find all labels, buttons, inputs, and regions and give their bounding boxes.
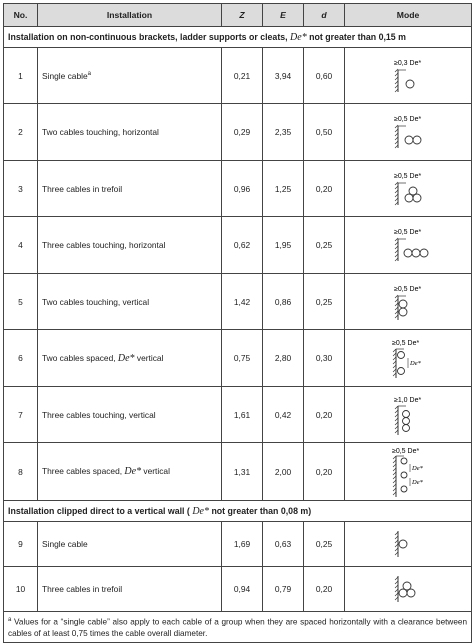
row-installation: Three cables in trefoil [38, 567, 222, 612]
two-cables-spaced-vertical-diagram [376, 336, 440, 380]
row-d: 0,50 [304, 104, 345, 161]
header-e: E [263, 4, 304, 27]
section1-suffix: not greater than 0,15 m [309, 31, 406, 42]
row-e: 2,00 [263, 443, 304, 501]
row-e: 0,42 [263, 387, 304, 443]
section1-prefix: Installation on non-continuous brackets, ladder supports or cleats, [8, 31, 288, 42]
three-cables-vertical-diagram [378, 393, 438, 437]
section2-suffix: not greater than 0,08 m) [211, 505, 312, 516]
row-installation: Three cables in trefoil [38, 161, 222, 217]
row-installation: Three cables touching, vertical [38, 387, 222, 443]
mode-diagram [345, 161, 472, 217]
wall-single-cable-diagram [378, 527, 438, 561]
footnote-text: Values for a “single cable” also apply to each cable of a group when they are spaced horizontally with a clearance between cables of at least 0,75 times the cable overall diameter. [8, 617, 467, 638]
mode-diagram [345, 48, 472, 104]
row-no: 9 [4, 522, 38, 567]
row-d: 0,20 [304, 567, 345, 612]
three-cables-horizontal-diagram [378, 225, 438, 265]
footnote-row [4, 612, 472, 643]
mode-diagram [345, 104, 472, 161]
mode-diagram [345, 274, 472, 330]
header-row [4, 4, 472, 27]
table-row [4, 387, 472, 443]
header-installation: Installation [38, 4, 222, 27]
row-installation: Two cables spaced, De* vertical [38, 330, 222, 387]
mode-diagram [345, 567, 472, 612]
row-d: 0,60 [304, 48, 345, 104]
row-z: 0,62 [222, 217, 263, 274]
row-e: 1,95 [263, 217, 304, 274]
mode-diagram [345, 387, 472, 443]
section-heading-brackets [4, 27, 472, 48]
row-no: 2 [4, 104, 38, 161]
row-d: 0,25 [304, 522, 345, 567]
row-e: 0,79 [263, 567, 304, 612]
table-row [4, 443, 472, 501]
row-d: 0,30 [304, 330, 345, 387]
row-no: 8 [4, 443, 38, 501]
table-row [4, 161, 472, 217]
table-row [4, 522, 472, 567]
row-no: 3 [4, 161, 38, 217]
mode-diagram [345, 330, 472, 387]
svg-text:≥0,5 De*: ≥0,5 De* [394, 285, 422, 293]
section2-prefix: Installation clipped direct to a vertical wall ( [8, 505, 190, 516]
svg-text:≥0,5 De*: ≥0,5 De* [392, 340, 420, 347]
row-z: 1,69 [222, 522, 263, 567]
single-cable-diagram [378, 56, 438, 96]
row-installation: Three cables spaced, De* vertical [38, 443, 222, 501]
spacing-symbol: De* [117, 352, 135, 364]
header-d: d [304, 4, 345, 27]
row-z: 0,96 [222, 161, 263, 217]
mode-diagram [345, 443, 472, 501]
row-e: 2,80 [263, 330, 304, 387]
svg-text:≥0,3 De*: ≥0,3 De* [394, 59, 422, 67]
mode-diagram [345, 217, 472, 274]
footnote-ref: a [87, 70, 91, 77]
row-installation: Two cables touching, horizontal [38, 104, 222, 161]
svg-text:≥0,5 De*: ≥0,5 De* [394, 116, 422, 123]
row-e: 0,63 [263, 522, 304, 567]
section1-symbol: De* [290, 31, 307, 43]
row-no: 4 [4, 217, 38, 274]
row-d: 0,25 [304, 217, 345, 274]
row-e: 1,25 [263, 161, 304, 217]
svg-text:≥1,0 De*: ≥1,0 De* [394, 396, 422, 404]
row-z: 1,31 [222, 443, 263, 501]
row-installation: Single cable [38, 522, 222, 567]
table-row [4, 104, 472, 161]
table-row [4, 217, 472, 274]
two-cables-horizontal-diagram [378, 112, 438, 152]
table-row [4, 330, 472, 387]
row-z: 0,94 [222, 567, 263, 612]
row-z: 0,75 [222, 330, 263, 387]
row-no: 5 [4, 274, 38, 330]
mode-diagram [345, 522, 472, 567]
table-row [4, 274, 472, 330]
two-cables-vertical-diagram [378, 282, 438, 322]
row-d: 0,20 [304, 443, 345, 501]
row-no: 10 [4, 567, 38, 612]
three-cables-spaced-vertical-diagram [376, 445, 440, 499]
svg-text:De*: De* [410, 360, 421, 367]
row-z: 0,29 [222, 104, 263, 161]
svg-text:≥0,5 De*: ≥0,5 De* [392, 447, 420, 455]
row-z: 1,42 [222, 274, 263, 330]
row-no: 1 [4, 48, 38, 104]
cable-installation-table [3, 3, 472, 643]
table-row [4, 567, 472, 612]
header-mode: Mode [345, 4, 472, 27]
row-installation: Three cables touching, horizontal [38, 217, 222, 274]
svg-text:≥0,5 De*: ≥0,5 De* [394, 229, 422, 236]
row-no: 7 [4, 387, 38, 443]
row-e: 0,86 [263, 274, 304, 330]
row-e: 2,35 [263, 104, 304, 161]
row-d: 0,25 [304, 274, 345, 330]
trefoil-diagram [378, 169, 438, 209]
row-installation: Single cable$^a$ [38, 48, 222, 104]
row-d: 0,20 [304, 161, 345, 217]
row-d: 0,20 [304, 387, 345, 443]
row-installation: Two cables touching, vertical [38, 274, 222, 330]
row-no: 6 [4, 330, 38, 387]
header-no: No. [4, 4, 38, 27]
spacing-symbol: De* [124, 466, 142, 477]
svg-text:De*: De* [412, 478, 423, 486]
row-z: 0,21 [222, 48, 263, 104]
section2-symbol: De* [192, 505, 209, 517]
table-row [4, 48, 472, 104]
row-e: 3,94 [263, 48, 304, 104]
wall-trefoil-diagram [378, 572, 438, 606]
header-z: Z [222, 4, 263, 27]
row-z: 1,61 [222, 387, 263, 443]
section-heading-wall [4, 501, 472, 522]
footnote-marker: a [8, 617, 12, 623]
svg-text:De*: De* [412, 464, 423, 472]
svg-text:≥0,5 De*: ≥0,5 De* [394, 172, 422, 180]
